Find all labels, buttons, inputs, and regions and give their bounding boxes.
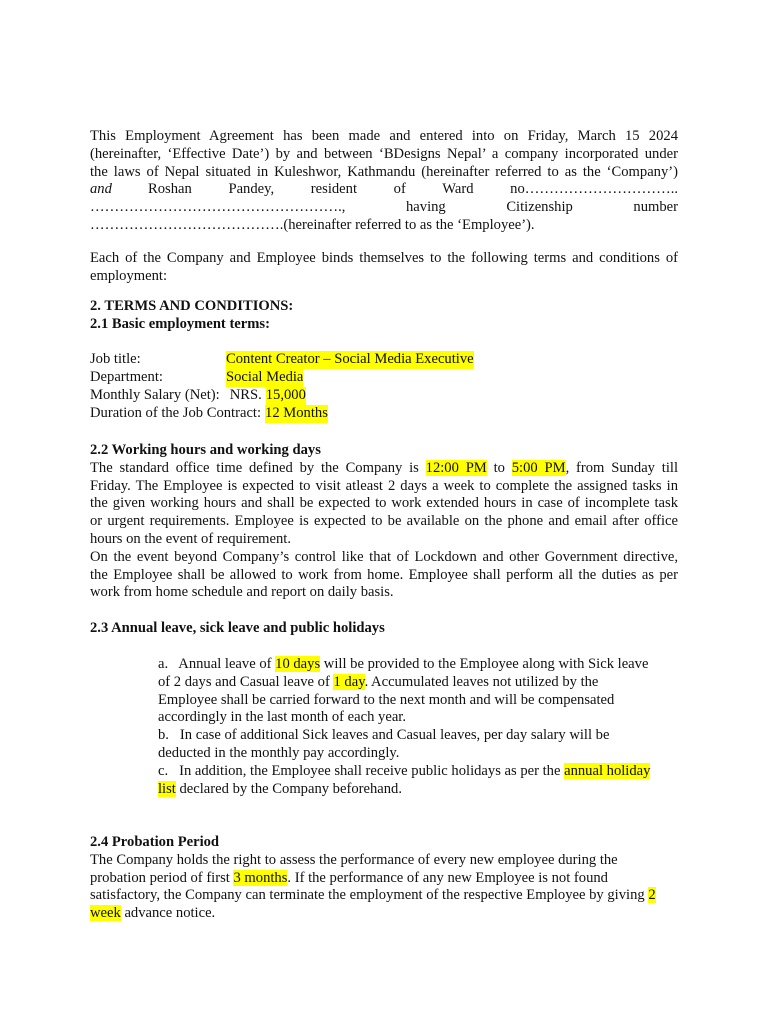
subsection-heading: 2.3 Annual leave, sick leave and public holidays: [90, 620, 385, 636]
list-text: of 2 days and Casual leave of: [158, 673, 330, 690]
working-line: or urgent requirements. Employee is expected to be available on the phone and email after office: [90, 513, 678, 530]
leave-heading-block: [90, 620, 678, 638]
list-marker: a.: [158, 656, 169, 672]
intro-line: This Employment Agreement has been made and entered into on Friday, March 15 2024: [90, 128, 678, 144]
binds-paragraph: [90, 250, 678, 286]
working-line: Friday. The Employee is expected to visit atleast 2 days a week to complete the assigned tasks in: [90, 477, 678, 494]
intro-and: and: [90, 181, 112, 198]
working-line: On the event beyond Company’s control like that of Lockdown and other Government directive,: [90, 548, 678, 565]
working-line: the Employee shall be allowed to work from home. Employee shall perform all the duties as per: [90, 566, 678, 583]
working-text: to: [493, 459, 505, 476]
holiday-list-highlight: annual holiday: [564, 762, 651, 779]
probation-text: . If the performance of any new Employee is not found: [287, 869, 608, 886]
holiday-list-highlight: list: [158, 780, 176, 797]
notice-period-highlight: 2: [648, 887, 656, 904]
term-row-job-title: [90, 351, 678, 369]
probation-line: [90, 870, 678, 888]
working-section: [90, 442, 678, 602]
working-line: hours on the event of requirement.: [90, 530, 292, 547]
term-value: Content Creator – Social Media Executive: [226, 351, 474, 368]
subsection-heading: 2.4 Probation Period: [90, 834, 220, 850]
annual-leave-days: 10 days: [275, 656, 321, 672]
probation-line: [90, 905, 678, 923]
list-item: [158, 727, 678, 745]
notice-period-highlight: week: [90, 905, 121, 922]
probation-text: probation period of first: [90, 869, 230, 886]
term-row-duration: [90, 405, 678, 423]
start-time: 12:00 PM: [425, 459, 487, 476]
term-row-salary: [90, 387, 678, 405]
list-text: Annual leave of: [178, 656, 272, 672]
term-label: Duration of the Job Contract:: [90, 404, 262, 421]
probation-line: [90, 887, 678, 905]
working-text: The standard office time defined by the Company is: [90, 459, 419, 476]
list-item: [158, 763, 678, 781]
term-value: 15,000: [265, 386, 306, 403]
casual-leave-days: 1 day: [333, 673, 365, 690]
list-line: accordingly in the last month of each year.: [158, 709, 407, 726]
working-text: , from Sunday till: [565, 459, 678, 476]
intro-resident: Roshan Pandey, resident of Ward no…………………………..: [148, 181, 678, 198]
probation-text: advance notice.: [124, 905, 216, 922]
intro-line: the laws of Nepal situated in Kuleshwor, Kathmandu (hereinafter referred to as the ‘Company’): [90, 163, 678, 180]
binds-line: employment:: [90, 267, 168, 284]
list-line: deducted in the monthly pay accordingly.: [158, 744, 400, 761]
list-text: In addition, the Employee shall receive public holidays as per the: [179, 762, 561, 779]
working-line: work from home schedule and report on daily basis.: [90, 584, 394, 601]
end-time: 5:00 PM: [511, 459, 566, 476]
probation-line: The Company holds the right to assess the performance of every new employee during the: [90, 851, 618, 868]
term-label: Department:: [90, 369, 163, 386]
intro-line: ………………………………….(hereinafter referred to as the ‘Employee’).: [90, 216, 535, 233]
list-marker: b.: [158, 727, 169, 744]
subsection-heading: 2.1 Basic employment terms:: [90, 315, 270, 332]
probation-months: 3 months: [233, 869, 288, 886]
term-value: 12 Months: [265, 404, 328, 421]
intro-line: (hereinafter, ‘Effective Date’) by and between ‘BDesigns Nepal’ a company incorporated under: [90, 145, 678, 162]
list-line: Employee shall be carried forward to the next month and will be compensated: [158, 691, 615, 708]
leave-list: [158, 656, 678, 798]
intro-line: [90, 181, 678, 199]
probation-section: [90, 834, 678, 923]
term-value: Social Media: [226, 369, 304, 386]
probation-text: satisfactory, the Company can terminate the employment of the respective Employee by giving: [90, 887, 645, 904]
list-line: [158, 674, 678, 692]
section-heading: 2. TERMS AND CONDITIONS:: [90, 298, 294, 314]
term-label: Job title:: [90, 351, 141, 368]
list-line: [158, 781, 678, 799]
intro-line: ……………………………………………., having Citizenship number: [90, 199, 678, 216]
working-line: the given working hours and shall be expected to work extended hours in case of incomplete task: [90, 495, 678, 512]
list-text: will be provided to the Employee along with Sick leave: [323, 656, 649, 672]
term-label: Monthly Salary (Net):: [90, 386, 220, 403]
list-marker: c.: [158, 762, 169, 779]
list-text: . Accumulated leaves not utilized by the: [364, 673, 599, 690]
working-line: [90, 460, 678, 478]
subsection-heading: 2.2 Working hours and working days: [90, 442, 321, 458]
list-text: In case of additional Sick leaves and Casual leaves, per day salary will be: [179, 727, 610, 744]
binds-line: Each of the Company and Employee binds themselves to the following terms and conditions of: [90, 250, 678, 266]
list-text: declared by the Company beforehand.: [179, 780, 402, 797]
terms-section: [90, 298, 678, 423]
list-item: [158, 656, 678, 674]
term-row-department: [90, 369, 678, 387]
intro-paragraph: [90, 128, 678, 235]
term-prefix: NRS.: [229, 386, 262, 403]
